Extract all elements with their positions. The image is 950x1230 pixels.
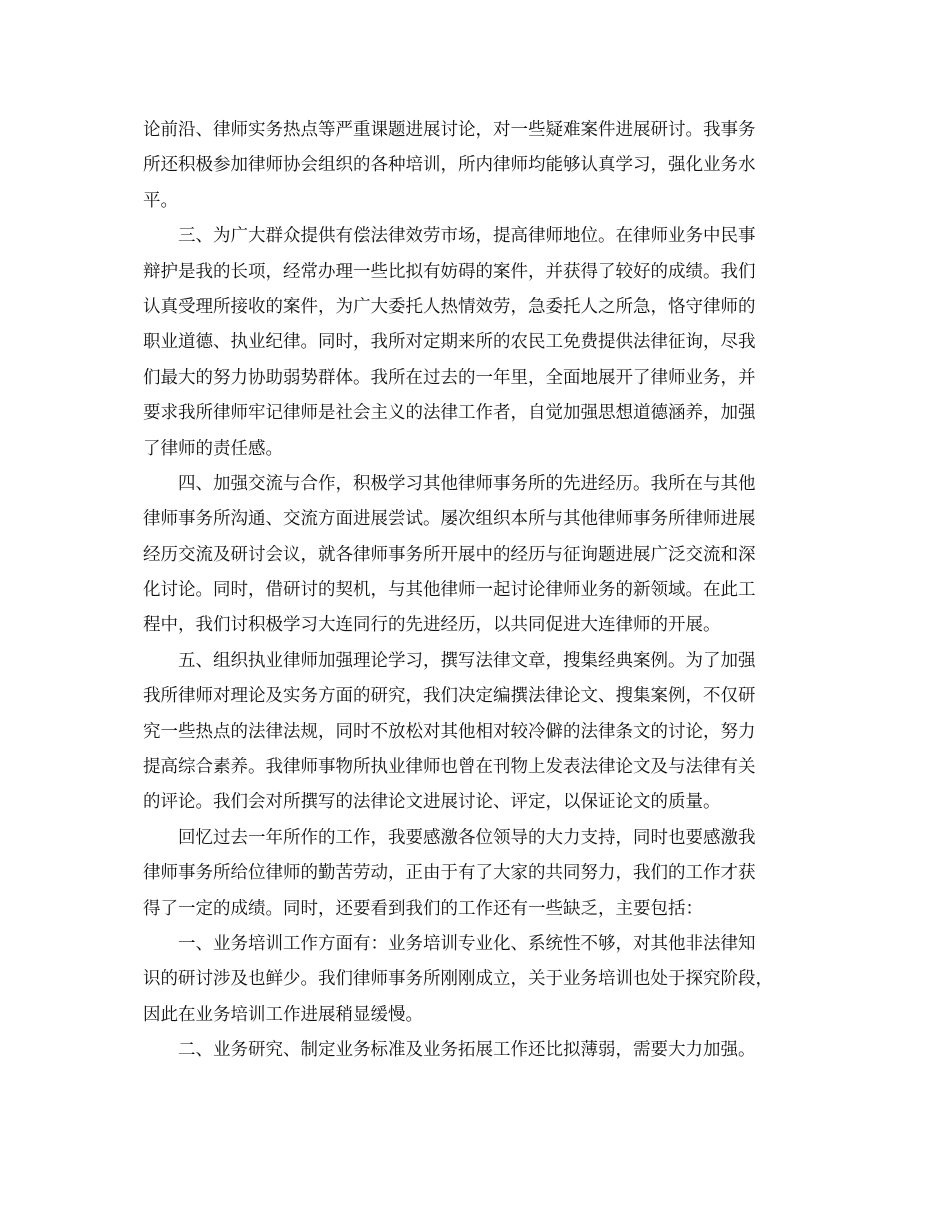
text-line: 识的研讨涉及也鲜少。我们律师事务所刚刚成立，关于业务培训也处于探究阶段， [143,969,773,990]
paragraph-review [143,821,803,927]
text-line: 律师事务所沟通、交流方面进展尝试。屡次组织本所与其他律师事务所律师进展 [143,509,756,530]
text-line: 一、业务培训工作方面有：业务培训专业化、系统性不够，对其他非法律知 [178,933,756,954]
text-line: 经历交流及研讨会议，就各律师事务所开展中的经历与征询题进展广泛交流和深 [143,544,756,565]
text-line: 职业道德、执业纪律。同时，我所对定期来所的农民工免费提供法律征询，尽我 [143,332,756,353]
text-line: 们最大的努力协助弱势群体。我所在过去的一年里，全面地展开了律师业务，并 [143,367,756,388]
text-line: 五、组织执业律师加强理论学习，撰写法律文章，搜集经典案例。为了加强 [178,650,756,671]
paragraph-section-four [143,467,803,644]
document-page [143,113,803,1069]
text-line: 认真受理所接收的案件，为广大委托人热情效劳，急委托人之所急，恪守律师的 [143,296,756,317]
paragraph-section-three [143,219,803,467]
text-line: 的评论。我们会对所撰写的法律论文进展讨论、评定，以保证论文的质量。 [143,792,721,813]
text-line: 回忆过去一年所作的工作，我要感激各位领导的大力支持，同时也要感激我 [178,827,756,848]
text-line: 究一些热点的法律法规，同时不放松对其他相对较冷僻的法律条文的讨论，努力 [143,721,756,742]
text-line: 辩护是我的长项，经常办理一些比拟有妨碍的案件，并获得了较好的成绩。我们 [143,261,756,282]
text-line: 律师事务所给位律师的勤苦劳动，正由于有了大家的共同努力，我们的工作才获 [143,863,756,884]
text-line: 要求我所律师牢记律师是社会主义的法律工作者，自觉加强思想道德涵养，加强 [143,403,756,424]
paragraph-shortcoming-one [143,927,803,1033]
paragraph-section-five [143,644,803,821]
text-line: 化讨论。同时，借研讨的契机，与其他律师一起讨论律师业务的新领域。在此工 [143,580,756,601]
text-line: 我所律师对理论及实务方面的研究，我们决定编撰法律论文、搜集案例，不仅研 [143,686,756,707]
text-line: 平。 [143,190,178,211]
text-line: 二、业务研究、制定业务标准及业务拓展工作还比拟薄弱，需要大力加强。 [178,1040,756,1061]
paragraph-continuation [143,113,803,219]
text-line: 得了一定的成绩。同时，还要看到我们的工作还有一些缺乏，主要包括： [143,898,703,919]
text-line: 因此在业务培训工作进展稍显缓慢。 [143,1004,423,1025]
paragraph-shortcoming-two [143,1033,803,1068]
text-line: 四、加强交流与合作，积极学习其他律师事务所的先进经历。我所在与其他 [178,473,756,494]
text-line: 程中，我们讨积极学习大连同行的先进经历，以共同促进大连律师的开展。 [143,615,721,636]
text-line: 三、为广大群众提供有偿法律效劳市场，提高律师地位。在律师业务中民事 [178,226,756,247]
text-line: 提高综合素养。我律师事物所执业律师也曾在刊物上发表法律论文及与法律有关 [143,757,756,778]
text-line: 论前沿、律师实务热点等严重课题进展讨论，对一些疑难案件进展研讨。我事务 [143,120,756,140]
text-line: 所还积极参加律师协会组织的各种培训，所内律师均能够认真学习，强化业务水 [143,155,756,176]
text-line: 了律师的责任感。 [143,438,283,459]
